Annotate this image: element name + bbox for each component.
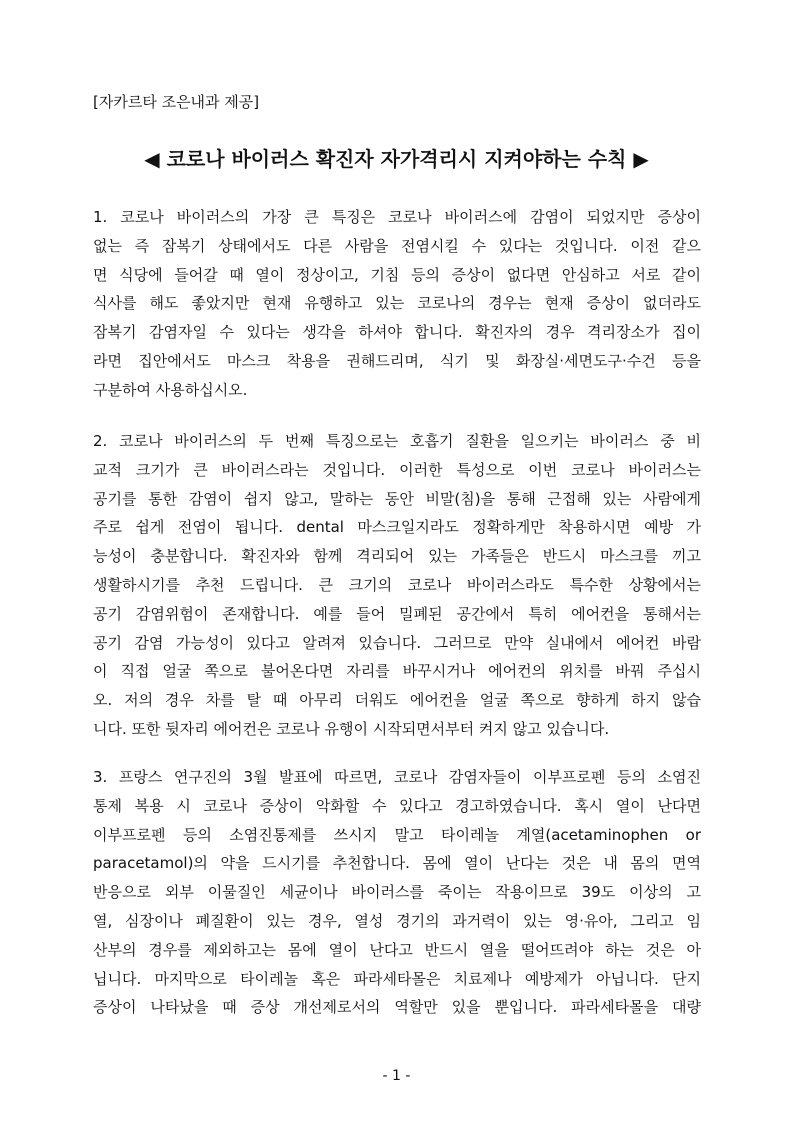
paragraph-line: 주로 쉽게 전염이 됩니다. dental 마스크일지라도 정확하게만 착용하시면 예방 가 bbox=[93, 518, 701, 537]
paragraph-line: 면 식당에 들어갈 때 열이 정상이고, 기침 등의 증상이 없다면 안심하고 서로 같이 bbox=[93, 265, 701, 284]
paragraph-line: 공기 감염위험이 존재합니다. 예를 들어 밀폐된 공간에서 특히 에어컨을 통해서는 bbox=[93, 604, 701, 623]
paragraph-line: 증상이 나타났을 때 증상 개선제로서의 역할만 있을 뿐입니다. 파라세타몰을 대량 bbox=[93, 998, 701, 1017]
paragraph-line: 오. 저의 경우 차를 탈 때 아무리 더워도 에어컨을 얼굴 쪽으로 향하게 하지 않습 bbox=[93, 691, 701, 710]
paragraph-line: 열, 심장이나 폐질환이 있는 경우, 열성 경기의 과거력이 있는 영·유아, 그리고 임 bbox=[93, 911, 701, 930]
paragraph-line: 이부프로펜 등의 소염진통제를 쓰시지 말고 타이레놀 계열(acetaminophen or bbox=[93, 825, 701, 844]
paragraph-line: 없는 즉 잠복기 상태에서도 다른 사람을 전염시킬 수 있다는 것입니다. 이전 같으 bbox=[93, 236, 701, 255]
paragraph-3 bbox=[93, 763, 701, 1022]
paragraph-line: 니다. 또한 뒷자리 에어컨은 코로나 유행이 시작되면서부터 켜지 않고 있습니다. bbox=[93, 719, 610, 738]
paragraph-line: 1. 코로나 바이러스의 가장 큰 특징은 코로나 바이러스에 감염이 되었지만 증상이 bbox=[93, 208, 701, 226]
paragraph-line: paracetamol)의 약을 드시기를 추천합니다. 몸에 열이 난다는 것은 내 몸의 면역 bbox=[93, 854, 701, 873]
paragraph-line: 능성이 충분합니다. 확진자와 함께 격리되어 있는 가족들은 반드시 마스크를 끼고 bbox=[93, 547, 701, 566]
paragraph-line: 식사를 해도 좋았지만 현재 유행하고 있는 코로나의 경우는 현재 증상이 없더라도 bbox=[93, 294, 701, 313]
paragraph-line: 공기 감염 가능성이 있다고 알려져 있습니다. 그러므로 만약 실내에서 에어컨 바람 bbox=[93, 633, 701, 652]
paragraph-line: 산부의 경우를 제외하고는 몸에 열이 난다고 반드시 열을 떨어뜨려야 하는 것은 아 bbox=[93, 940, 701, 959]
paragraph-line: 3. 프랑스 연구진의 3월 발표에 따르면, 코로나 감염자들이 이부프로펜 등의 소염진 bbox=[93, 768, 701, 786]
paragraph-1 bbox=[93, 203, 701, 405]
paragraph-line: 교적 크기가 큰 바이러스라는 것입니다. 이러한 특성으로 이번 코로나 바이러스는 bbox=[93, 460, 701, 479]
paragraph-line: 생활하시기를 추천 드립니다. 큰 크기의 코로나 바이러스라도 특수한 상황에서는 bbox=[93, 575, 701, 594]
paragraph-line: 잠복기 감염자일 수 있다는 생각을 하셔야 합니다. 확진자의 경우 격리장소가 집이 bbox=[93, 323, 701, 342]
paragraph-2 bbox=[93, 427, 701, 744]
paragraph-line: 닙니다. 마지막으로 타이레놀 혹은 파라세타몰은 치료제나 예방제가 아닙니다. 단지 bbox=[93, 969, 701, 988]
paragraph-line: 이 직접 얼굴 쪽으로 불어온다면 자리를 바꾸시거나 에어컨의 위치를 바꿔 주십시 bbox=[93, 662, 701, 681]
paragraph-line: 공기를 통한 감염이 쉽지 않고, 말하는 동안 비말(침)을 통해 근접해 있는 사람에게 bbox=[93, 489, 701, 508]
paragraph-line: 구분하여 사용하십시오. bbox=[93, 380, 248, 399]
paragraph-line: 반응으로 외부 이물질인 세균이나 바이러스를 죽이는 작용이므로 39도 이상의 고 bbox=[93, 883, 701, 902]
source-credit: [자카르타 조은내과 제공] bbox=[93, 93, 260, 111]
page-number: - 1 - bbox=[382, 1068, 411, 1084]
paragraph-line: 라면 집안에서도 마스크 착용을 권해드리며, 식기 및 화장실·세면도구·수건 등을 bbox=[93, 351, 701, 370]
paragraph-line: 통제 복용 시 코로나 증상이 악화할 수 있다고 경고하였습니다. 혹시 열이 난다면 bbox=[93, 796, 701, 815]
paragraph-line: 2. 코로나 바이러스의 두 번째 특징으로는 호흡기 질환을 일으키는 바이러스 중 비 bbox=[93, 432, 701, 450]
document-title: ◀ 코로나 바이러스 확진자 자가격리시 지켜야하는 수칙 ▶ bbox=[144, 147, 649, 171]
